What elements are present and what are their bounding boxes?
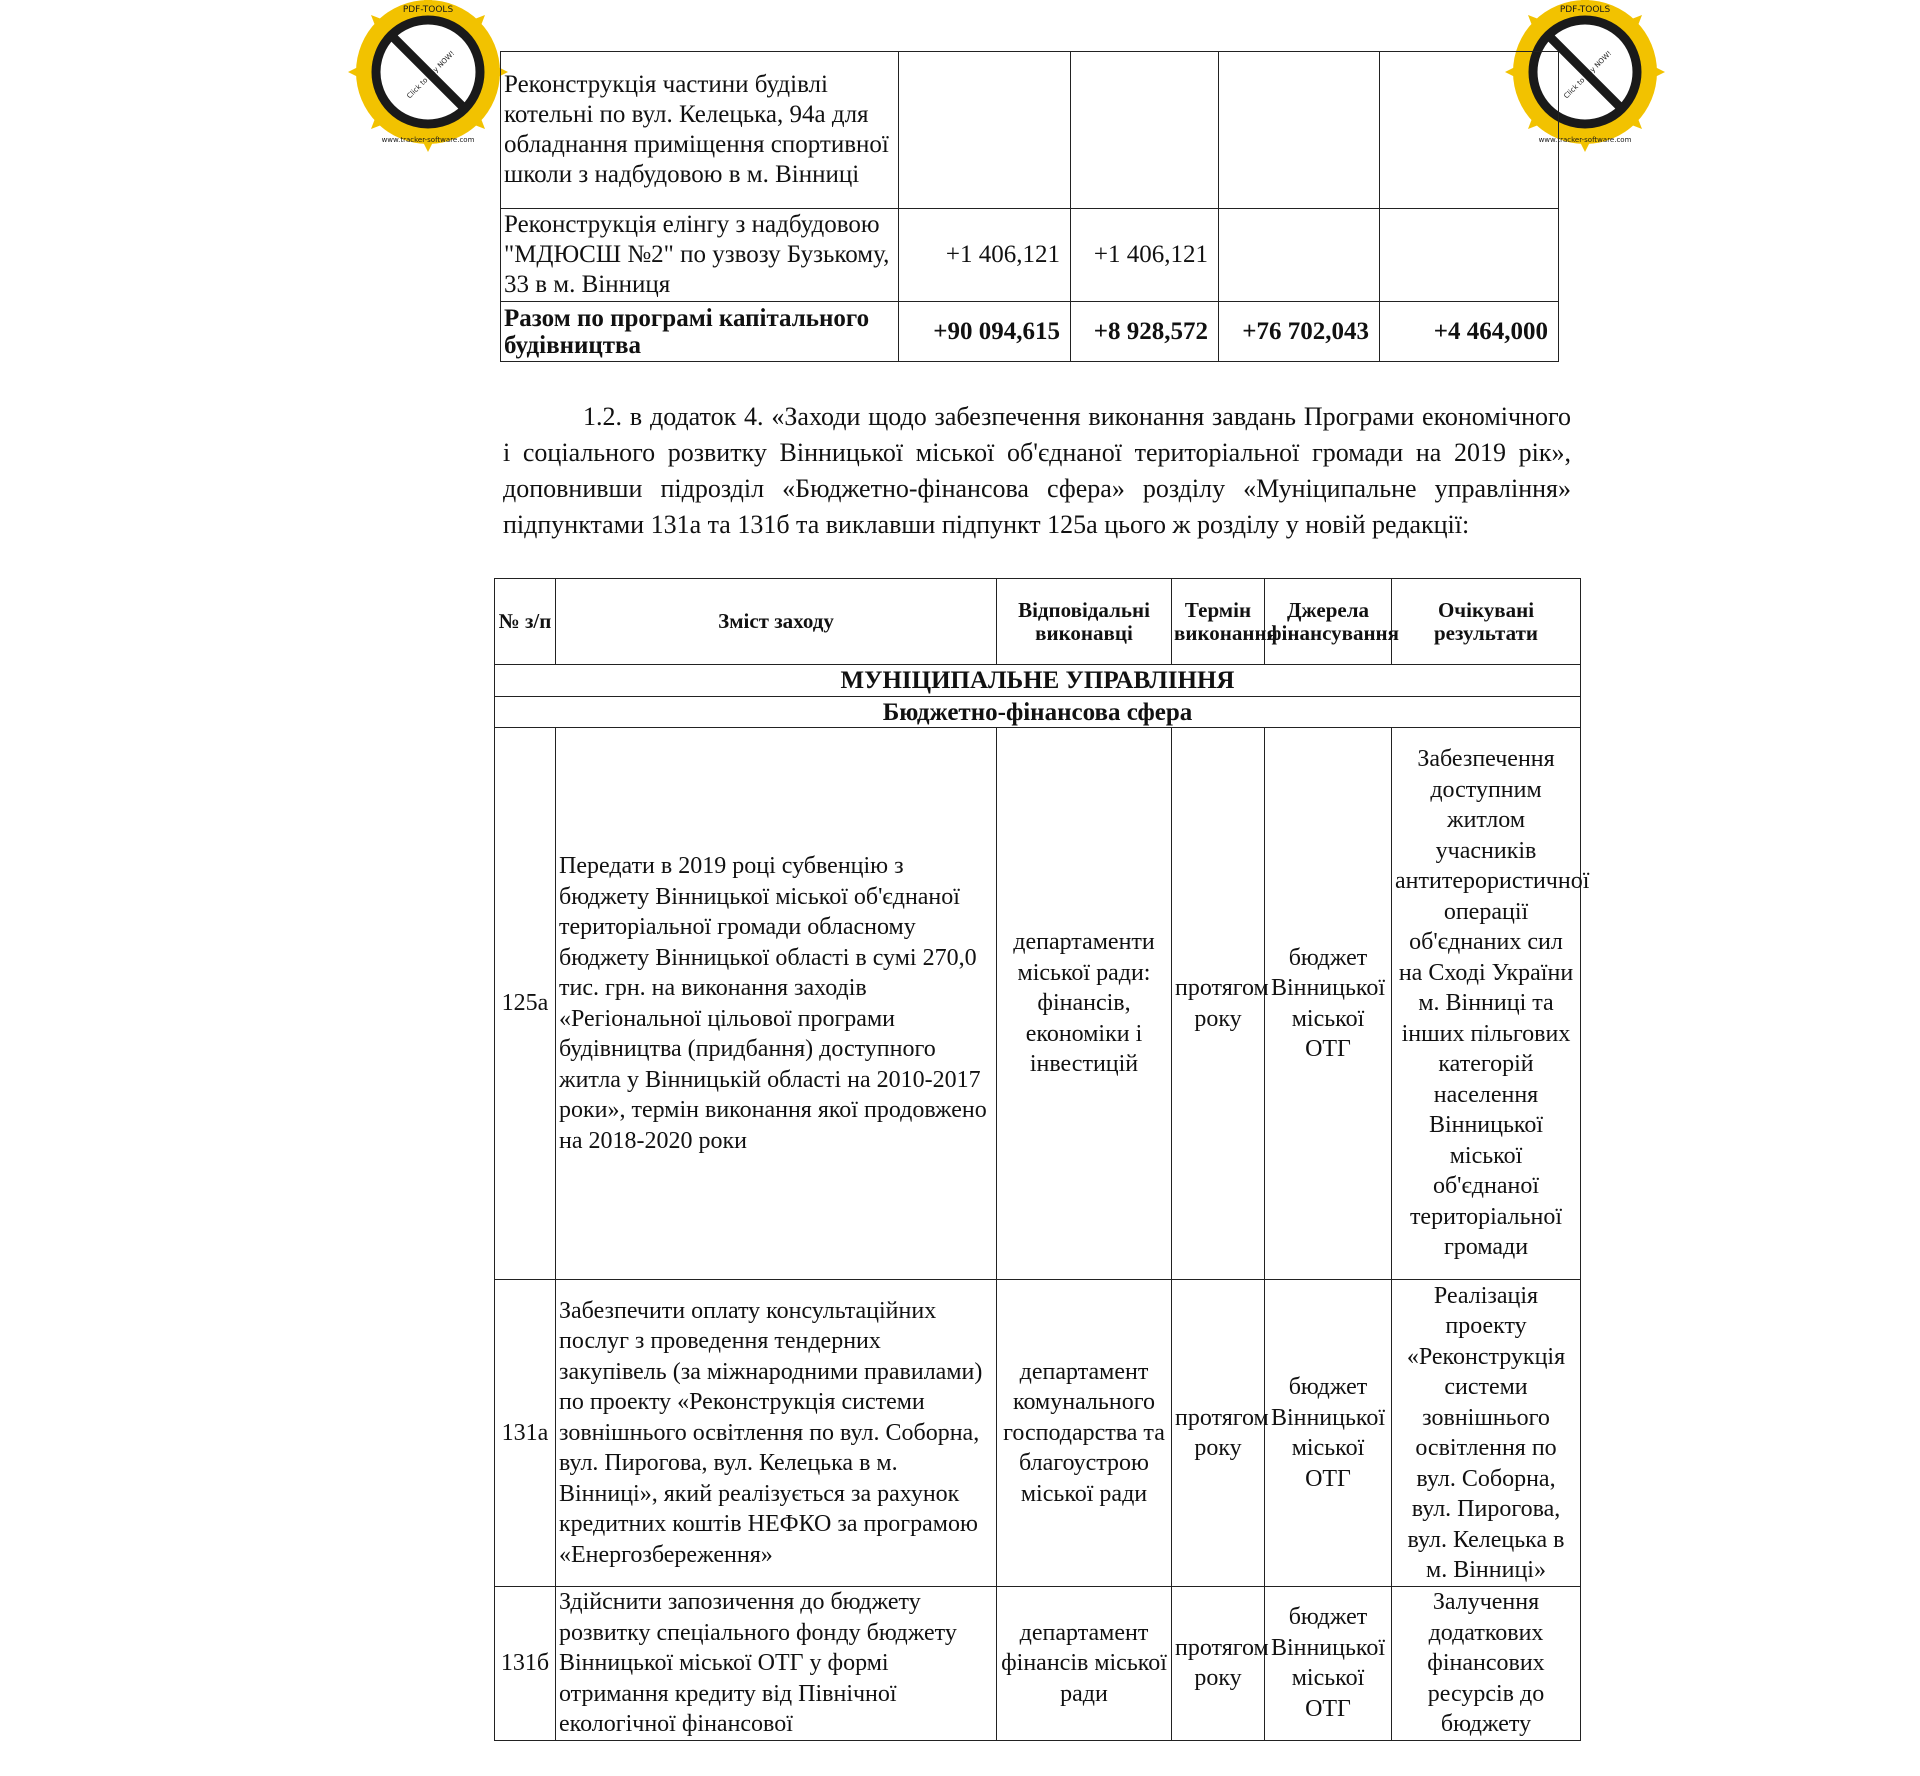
value-cell <box>1071 52 1219 209</box>
row-content: Забезпечити оплату консультаційних послуг з проведення тендерних закупівель (за міжнародними правилами) по проекту «Реконструкція системи зовнішнього освітлення по вул. Соборна, вул. Пирогова, вул. Келецька в м. Вінниці», який реалізується за рахунок кредитних коштів НЕФКО за програмою «Енергозбереження» <box>556 1280 997 1587</box>
total-value: +4 464,000 <box>1380 302 1559 362</box>
row-responsible: департамент комунального господарства та благоустрою міської ради <box>997 1280 1172 1587</box>
header-term: Термін виконання <box>1172 579 1265 665</box>
amendment-paragraph <box>503 399 1571 543</box>
row-term: протягом року <box>1172 728 1265 1280</box>
value-cell <box>1219 209 1380 302</box>
row-num: 131а <box>495 1280 556 1587</box>
total-row <box>501 302 1559 362</box>
row-content: Здійснити запозичення до бюджету розвитку спеціального фонду бюджету Вінницької міської ОТГ у формі отримання кредиту від Північної екологічної фінансової <box>556 1587 997 1741</box>
total-value: +76 702,043 <box>1219 302 1380 362</box>
watermark-text-top: PDF-TOOLS <box>1559 5 1611 15</box>
value-cell: +1 406,121 <box>1071 209 1219 302</box>
row-responsible: департамент фінансів міської ради <box>997 1587 1172 1741</box>
row-funding: бюджет Вінницької міської ОТГ <box>1265 728 1392 1280</box>
object-name: Реконструкція елінгу з надбудовою "МДЮСШ №2" по узвозу Бузькому, 33 в м. Вінниця <box>501 209 899 302</box>
value-cell <box>1219 52 1380 209</box>
row-results: Забезпечення доступним житлом учасників антитерористичної операції об'єднаних сил на Сході України м. Вінниці та інших пільгових категорій населення Вінницької міської об'єднаної територіальної громади <box>1392 728 1581 1280</box>
header-responsible: Відповідальні виконавці <box>997 579 1172 665</box>
row-responsible: департаменти міської ради: фінансів, економіки і інвестицій <box>997 728 1172 1280</box>
section-row <box>495 665 1581 697</box>
row-results: Залучення додаткових фінансових ресурсів до бюджету <box>1392 1587 1581 1741</box>
amendment-text: 1.2. в додаток 4. «Заходи щодо забезпечення виконання завдань Програми економічного і соціального розвитку Вінницької міської об'єднаної територіальної громади на 2019 рік», доповнивши підрозділ «Бюджетно-фінансова сфера» розділу «Муніципальне управління» підпунктами 131а та 131б та виклавши підпункт 125а цього ж розділу у новій редакції: <box>503 402 1571 539</box>
measures-table <box>494 578 1590 1741</box>
value-cell: +1 406,121 <box>899 209 1071 302</box>
watermark-text-center: Click to buy NOW! <box>405 49 457 101</box>
row-num: 125а <box>495 728 556 1280</box>
header-content: Зміст заходу <box>556 579 997 665</box>
row-content: Передати в 2019 році субвенцію з бюджету Вінницької міської об'єднаної територіальної громади обласному бюджету Вінницької області в сумі 270,0 тис. грн. на виконання заходів «Регіональної цільової програми будівництва (придбання) доступного житла у Вінницькій області на 2010-2017 роки», термін виконання якої продовжено на 2018-2020 роки <box>556 728 997 1280</box>
table-row <box>495 1587 1581 1741</box>
subsection-row <box>495 697 1581 728</box>
row-funding: бюджет Вінницької міської ОТГ <box>1265 1587 1392 1741</box>
row-results: Реалізація проекту «Реконструкція системи зовнішнього освітлення по вул. Соборна, вул. Пирогова, вул. Келецька в м. Вінниці» <box>1392 1280 1581 1587</box>
capital-construction-table <box>500 51 1559 362</box>
watermark-text-bottom: www.tracker-software.com <box>1538 136 1632 144</box>
value-cell <box>899 52 1071 209</box>
header-num: № з/п <box>495 579 556 665</box>
pdf-tools-watermark-left[interactable] <box>348 0 508 152</box>
table-row <box>495 1280 1581 1587</box>
header-funding: Джерела фінансування <box>1265 579 1392 665</box>
value-cell <box>1380 209 1559 302</box>
watermark-text-top: PDF-TOOLS <box>402 5 454 15</box>
watermark-text-bottom: www.tracker-software.com <box>381 136 475 144</box>
subsection-title: Бюджетно-фінансова сфера <box>495 697 1581 728</box>
header-results: Очікувані результати <box>1392 579 1581 665</box>
row-funding: бюджет Вінницької міської ОТГ <box>1265 1280 1392 1587</box>
total-value: +90 094,615 <box>899 302 1071 362</box>
row-num: 131б <box>495 1587 556 1741</box>
object-name: Реконструкція частини будівлі котельні по вул. Келецька, 94а для обладнання приміщення спортивної школи з надбудовою в м. Вінниці <box>501 52 899 209</box>
value-cell <box>1380 52 1559 209</box>
table-row <box>495 728 1581 1280</box>
row-term: протягом року <box>1172 1587 1265 1741</box>
table-row <box>501 52 1559 209</box>
total-value: +8 928,572 <box>1071 302 1219 362</box>
total-label: Разом по програмі капітального будівництва <box>501 302 899 362</box>
table-row <box>501 209 1559 302</box>
watermark-text-center: Click to buy NOW! <box>1562 49 1614 101</box>
table-header-row <box>495 579 1581 665</box>
section-title: МУНІЦИПАЛЬНЕ УПРАВЛІННЯ <box>495 665 1581 697</box>
row-term: протягом року <box>1172 1280 1265 1587</box>
